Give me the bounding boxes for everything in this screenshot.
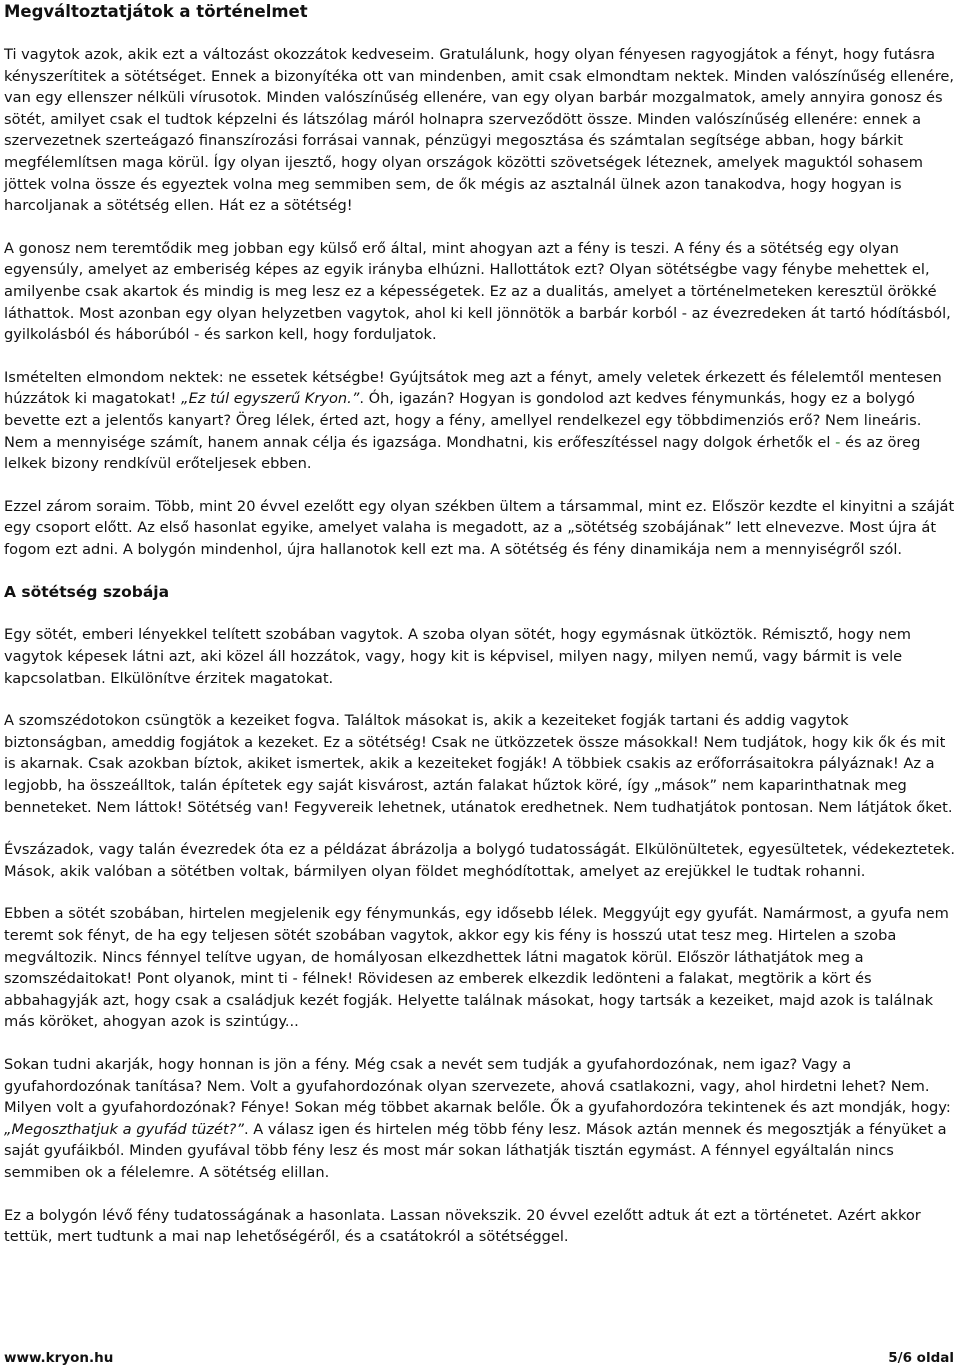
paragraph-3-text-b: . Óh, igazán? Hogyan is gondolod azt kedves fénymunkás, hogy ez a bolygó bevette ezt a jelentős kanyart? Öreg lélek, érted azt, hogy a fény, amellyel rendelkezel egy többdimenziós erő? Nem lineáris. Nem a mennyisége számít, hanem annak célja és igazsága. Mondhatni, kis erőfeszítéssel nagy dolgok érhetők el xyxy=(4,390,922,451)
paragraph-10-text-a: Ez a bolygón lévő fény tudatosságának a hasonlata. Lassan növekszik. 20 évvel ezelőtt adtuk át ezt a történetet. Azért akkor tettük, mert tudtunk a mai nap lehetőségéről xyxy=(4,1206,921,1246)
paragraph-2: A gonosz nem teremtődik meg jobban egy külső erő által, mint ahogyan azt a fény is teszi. A fény és a sötétség egy olyan egyensúly, amelyet az emberiség képes az egyik irányba elhúzni. Hallottátok ezt? Olyan sötétségbe vagy fénybe mehettek el, amilyenbe csak akartok és mindig is meg lesz ez a képességetek. Ez az a dualitás, amelyet a történelmeteken keresztül örökké láthattok. Most azonban egy olyan helyzetben vagytok, ahol ki kell jönnötök a barbár korból - az évezredeken át tartó hódításból, gyilkolásból és háborúból - és sarkon kell, hogy forduljatok. xyxy=(4,239,951,344)
paragraph-7: Évszázadok, vagy talán évezredek óta ez a példázat ábrázolja a bolygó tudatosságát. Elkülönültetek, egyesültetek, védekeztetek. Mások, akik valóban a sötétben voltak, bármilyen olyan földet meghódítottak, amelyet az erejükkel le tudtak rohanni. xyxy=(4,841,955,880)
footer-site-link[interactable]: www.kryon.hu xyxy=(4,1350,114,1366)
paragraph-8: Ebben a sötét szobában, hirtelen megjelenik egy fénymunkás, egy idősebb lélek. Meggyújt egy gyufát. Namármost, a gyufa nem teremt sok fényt, de ha egy teljesen sötét szobában vagytok, akkor egy kis fény is hosszú utat tesz meg. Hirtelen a szoba megváltozik. Nincs fénnyel telítve ugyan, de homályosan elkezdhettek látni magatok körül. Először láthatjátok meg a szomszédaitokat! Pont olyanok, mint ti - félnek! Rövidesen az emberek elkezdik ledönteni a falakat, megtörik a kört és abbahagyják azt, hogy csak a családjuk kezét fogják. Helyette találnak másokat, hogy tartsák a kezeiket, majd azok is találnak más köröket, ahogyan azok is szintúgy... xyxy=(4,905,949,1031)
spacer xyxy=(4,346,956,367)
document-page xyxy=(4,0,956,1248)
highlight-comma: , xyxy=(335,1228,341,1246)
paragraph-9-text-b: . A válasz igen és hirtelen még több fény lesz. Mások aztán mennek és megosztják a fényüket a saját gyufáikból. Minden gyufával több fény lesz és most már sokan láthatják tisztán egymást. A fénnyel egyáltalán nincs semmiben ok a félelemre. A sötétség elillan. xyxy=(4,1120,947,1181)
spacer xyxy=(4,818,956,839)
paragraph-3 xyxy=(4,367,956,475)
paragraph-1: Ti vagytok azok, akik ezt a változást okozzátok kedveseim. Gratulálunk, hogy olyan fényesen ragyogjátok a fényt, hogy futásra kényszerítitek a sötétséget. Ennek a bizonyítéka ott van mindenben, amit csak elmondtam nektek. Minden valószínűség ellenére, van egy ellenszer nélküli vírusotok. Minden valószínűség ellenére, van egy olyan barbár mozgalmatok, amely annyira gonosz és sötét, amilyet csak el tudtok képzelni és látszólag máról holnapra szerveződött össze. Minden valószínűség ellenére: ennek a szervezetnek szerteágazó finanszírozási forrásai vannak, pénzügyi megosztása és számtalan segítsége abban, hogy bárkit megfélemlítsen maga körül. Így olyan ijesztő, hogy olyan országok közötti szövetségek léteznek, amelyek maguktól sohasem jöttek volna össze és egyeztek volna meg semmiben sem, de ők mégis az asztalnál ülnek azon tanakodva, hogy hogyan is harcoljanak a sötétség ellen. Hát ez a sötétség! xyxy=(4,46,955,215)
spacer xyxy=(4,603,956,624)
highlight-dash: - xyxy=(835,433,841,451)
spacer xyxy=(4,1184,956,1205)
spacer xyxy=(4,689,956,710)
document-title: Megváltoztatjátok a történelmet xyxy=(4,2,308,21)
paragraph-6: A szomszédotokon csüngtök a kezeiket fogva. Találtok másokat is, akik a kezeiteket fogják tartani és addig vagytok biztonságban, ameddig fogjátok a kezeket. Ez a sötétség! Csak ne ütközzetek össze másokkal! Nem tudjátok, hogy kik ők és mit is akarnak. Csak azokban bíztok, akiket ismertek, akik a kezeiteket fogják! A többiek csakis az erőforrásaitokra pályáznak! Az a legjobb, ha összeálltok, talán építetek egy saját kisvárost, aztán falakat hűztok köré, így „mások” nem kaparinthatnak meg benneteket. Nem láttok! Sötétség van! Fegyvereik lehetnek, utánatok eredhetnek. Nem tudhatjátok pontosan. Nem látjátok őket. xyxy=(4,712,953,816)
spacer xyxy=(4,23,956,44)
section-heading: A sötétség szobája xyxy=(4,583,170,602)
paragraph-9-text-a: Sokan tudni akarják, hogy honnan is jön a fény. Még csak a nevét sem tudják a gyufahordozónak, nem igaz? Vagy a gyufahordozónak tanítása? Nem. Volt a gyufahordozónak olyan szervezete, ahová csatlakozni, vagy, ahol hirdetni lehet? Nem. Milyen volt a gyufahordozónak? Fénye! Sokan még többet akarnak belőle. Ők a gyufahordozóra tekintenek és azt mondják, hogy: xyxy=(4,1055,951,1117)
quote-kryon: „Ez túl egyszerű Kryon.” xyxy=(181,390,360,408)
paragraph-5: Egy sötét, emberi lényekkel telített szobában vagytok. A szoba olyan sötét, hogy egymásnak ütköztök. Rémisztő, hogy nem vagytok képesek látni azt, aki közel áll hozzátok, vagy, hogy kit is képvisel, milyen nagy, milyen nemű, vagy bármit is vele kapcsolatban. Elkülönítve érzitek magatokat. xyxy=(4,626,911,687)
paragraph-9 xyxy=(4,1054,956,1184)
paragraph-10 xyxy=(4,1205,956,1248)
spacer xyxy=(4,882,956,903)
paragraph-4: Ezzel zárom soraim. Több, mint 20 évvel ezelőtt egy olyan székben ültem a társammal, mint ez. Először kezdte el kinyitni a száját egy csoport előtt. Az első hasonlat egyike, amelyet valaha is megadott, az a „sötétség szobájának” lett elnevezve. Most újra át fogom ezt adni. A bolygón mindenhol, újra hallanotok kell ezt ma. A sötétség és fény dinamikája nem a mennyiségről szól. xyxy=(4,497,955,558)
footer-page-number: 5/6 oldal xyxy=(888,1350,954,1366)
spacer xyxy=(4,475,956,496)
paragraph-3-text-c: és az öreg lelkek bizony rendkívül erőteljesek ebben. xyxy=(4,433,921,473)
paragraph-3-text-a: Ismételten elmondom nektek: ne essetek kétségbe! Gyújtsátok meg azt a fényt, amely veletek érkezett és félelemtől mentesen húzzátok ki magatokat! xyxy=(4,368,942,408)
spacer xyxy=(4,1033,956,1054)
paragraph-10-text-b: és a csatátokról a sötétséggel. xyxy=(340,1228,569,1246)
page-footer xyxy=(4,1350,954,1366)
quote-match: „Megoszthatjuk a gyufád tüzét?” xyxy=(4,1120,244,1138)
spacer xyxy=(4,560,956,581)
spacer xyxy=(4,217,956,238)
